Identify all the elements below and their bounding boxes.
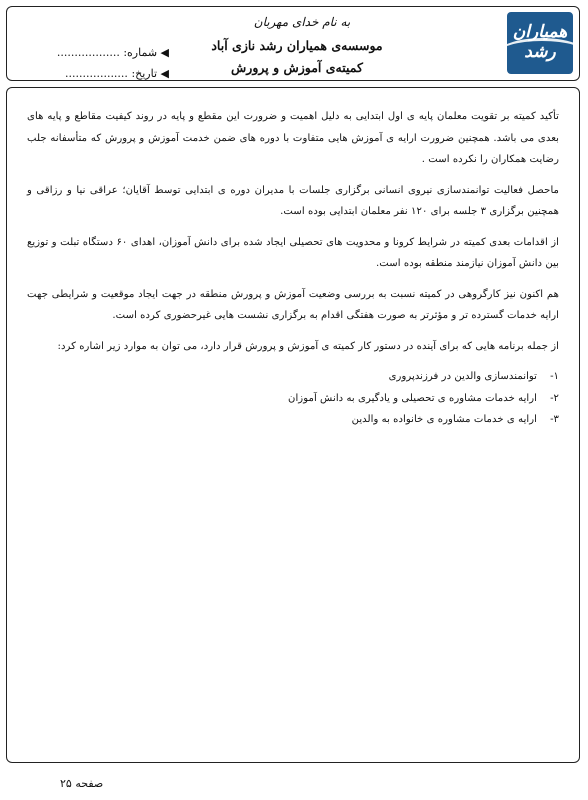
letterhead	[6, 6, 580, 81]
date-label: ◀ تاریخ:	[131, 67, 169, 80]
organization-logo	[507, 12, 573, 74]
plan-list	[27, 366, 559, 431]
number-label: ◀ شماره:	[123, 46, 169, 59]
paragraph: ماحصل فعالیت توانمندسازی نیروی انسانی برگزاری جلسات با مدیران دوره ی ابتدایی توسط آقایان؛ عراقی نیا و رزاقی و همچنین برگزاری ۳ جلسه برای ۱۲۰ نفر معلمان ابتدایی بوده است.	[27, 184, 559, 217]
paragraph: از جمله برنامه هایی که برای آینده در دستور کار کمیته ی آموزش و پرورش قرار دارد، می توان به موارد زیر اشاره کرد:	[57, 340, 559, 352]
committee-name: کمیته‌ی آموزش و پرورش	[231, 60, 363, 75]
date-field	[19, 67, 169, 80]
list-item	[27, 366, 559, 388]
list-number: ۲-	[550, 392, 559, 404]
list-item	[27, 409, 559, 431]
paragraph: هم اکنون نیز کارگروهی در کمیته نسبت به بررسی وضعیت آموزش و پرورش منطقه در جهت ایجاد موقعیت و شرایطی جهت ارایه خدمات گسترده تر و مؤثرتر به صورت هفتگی اقدام به برگزاری نشست هایی غیرحضوری کرده است.	[27, 288, 559, 321]
paragraph: تأکید کمیته بر تقویت معلمان پایه ی اول ابتدایی به دلیل اهمیت و ضرورت این مقطع و پایه در روند کیفیت مقاطع و پایه های بعدی می باشد. همچنین ضرورت ارایه ی آموزش هایی متفاوت با دوره های ضمن خدمت آموزش و پرورش که متأسفانه جلب رضایت همکاران را نکرده است .	[27, 111, 559, 165]
list-number: ۱-	[550, 371, 559, 382]
bismillah-line: به نام خدای مهربان	[253, 15, 351, 29]
date-blank: ..................	[64, 67, 128, 80]
number-field	[19, 46, 169, 59]
list-text: ارایه خدمات مشاوره ی تحصیلی و یادگیری به دانش آموزان	[288, 392, 537, 404]
list-text: ارایه ی خدمات مشاوره ی خانواده به والدین	[351, 414, 537, 425]
number-blank: ..................	[56, 46, 120, 59]
body-text	[27, 106, 559, 431]
list-item	[27, 388, 559, 410]
list-text: توانمندسازی والدین در فرزندپروری	[388, 371, 537, 382]
list-number: ۳-	[550, 414, 559, 425]
paragraph: از اقدامات بعدی کمیته در شرایط کرونا و محدویت های تحصیلی ایجاد شده برای دانش آموزان، اهدای ۶۰ دستگاه تبلت و توزیع بین دانش آموزان نیازمند منطقه بوده است.	[27, 236, 559, 269]
page-number: صفحه ۲۵	[60, 777, 104, 790]
organization-name: موسسه‌ی همیاران رشد نازی آباد	[211, 38, 383, 53]
logo-text: همیاران رشد	[512, 22, 568, 62]
content-box	[6, 87, 580, 763]
